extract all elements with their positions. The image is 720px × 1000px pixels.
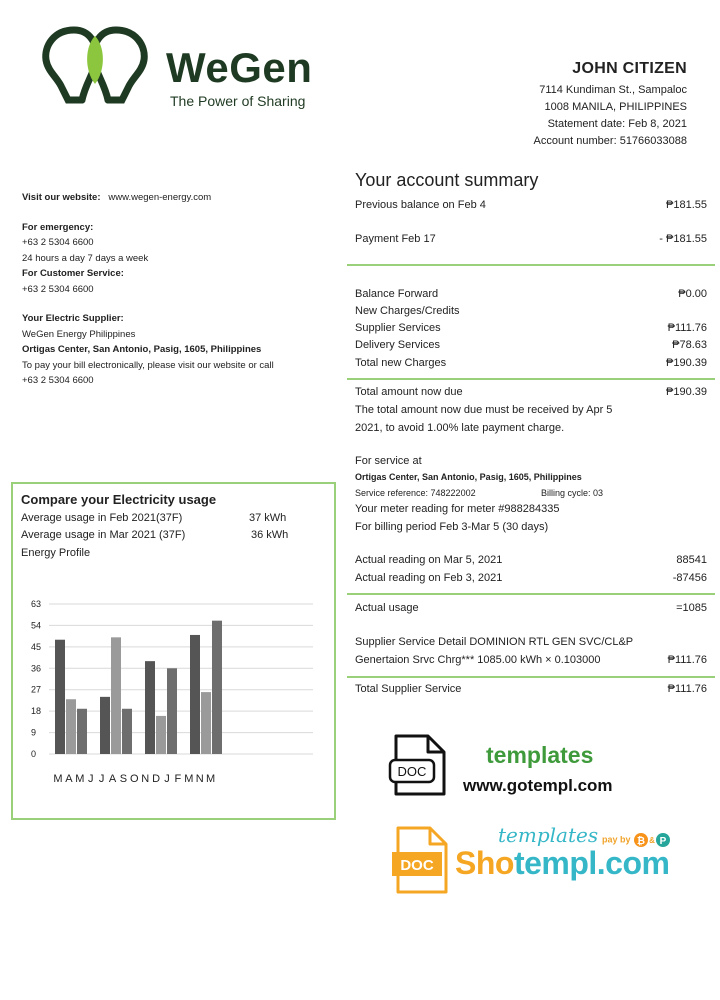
usage-bar [190,635,200,754]
supplier-services-row [355,322,707,334]
usage-bar [111,637,121,754]
previous-balance-label: Previous balance on Feb 4 [355,199,486,211]
supplier-detail: Supplier Service Detail DOMINION RTL GEN SVC/CL&P [355,636,634,648]
summary-divider [347,264,715,266]
svg-text:&: & [649,836,655,845]
actual-reading-mar-value: 88541 [676,554,707,566]
promo-title: templates [486,742,594,768]
usage-title: Compare your Electricity usage [21,492,217,507]
doc-file-icon [388,734,450,798]
previous-balance-amount: ₱181.55 [666,199,707,211]
website-label: Visit our website: [22,192,101,203]
x-tick-label: M [206,773,216,785]
total-new-charges-row [355,357,707,369]
usage-bar [167,668,177,754]
total-due-row [355,386,707,398]
payment-row [355,233,707,245]
due-note-line1: The total amount now due must be received by Apr 5 [355,404,613,416]
doc-orange-label: DOC [400,857,434,874]
actual-reading-feb-value: -87456 [672,572,707,584]
brand-tagline: The Power of Sharing [170,93,306,109]
usage-bar [145,661,155,754]
usage-row2-value: 36 kWh [251,529,289,541]
x-tick-label: M [53,773,63,785]
x-tick-label: D [152,773,161,785]
actual-reading-mar-label: Actual reading on Mar 5, 2021 [355,554,503,566]
x-tick-label: S [119,773,128,785]
supplier-address: Ortigas Center, San Antonio, Pasig, 1605, Philippines [22,344,262,355]
doc-orange-file-icon [392,826,450,896]
energy-profile-label: Energy Profile [21,547,91,559]
y-tick-label: 9 [31,727,37,738]
usage-bar-chart [13,584,333,799]
usage-bar [77,709,87,754]
actual-reading-feb-label: Actual reading on Feb 3, 2021 [355,572,503,584]
usage-row1-label: Average usage in Feb 2021(37F) [21,512,183,524]
actual-reading-mar-row [355,554,707,566]
brand-name: WeGen [166,44,313,91]
x-tick-label: N [141,773,150,785]
actual-usage-label: Actual usage [355,602,419,614]
doc-label: DOC [397,764,427,779]
x-tick-label: O [130,773,139,785]
delivery-services-label: Delivery Services [355,339,440,351]
billing-cycle: Billing cycle: 03 [541,488,604,498]
promo-url[interactable]: www.gotempl.com [463,776,613,795]
total-due-amount: ₱190.39 [666,386,707,398]
statement-date: Statement date: Feb 8, 2021 [547,118,687,130]
payment-label: Payment Feb 17 [355,233,436,245]
total-supplier-row [355,683,707,695]
account-number: Account number: 51766033088 [533,135,687,147]
usage-comparison-box [11,482,336,820]
x-tick-label: J [98,773,105,785]
meter-reading: Your meter reading for meter #988284335 [355,503,560,515]
wegen-logo-icon [40,22,150,108]
pay-note: To pay your bill electronically, please visit our website or call [22,359,274,371]
payment-amount: - ₱181.55 [659,233,707,245]
generation-amount: ₱111.76 [667,654,707,666]
x-tick-label: F [174,773,182,785]
promo-brand[interactable] [455,845,669,882]
emergency-phone: +63 2 5304 6600 [22,237,94,248]
x-tick-label: A [65,773,73,785]
customer-service-phone: +63 2 5304 6600 [22,283,94,295]
actual-usage-row [355,602,707,614]
total-new-charges-amount: ₱190.39 [666,357,707,369]
y-tick-label: 27 [31,684,42,695]
summary-title: Your account summary [355,170,539,190]
promo-brand-part2: templ.com [513,845,670,881]
promo-brand-part1: Sho [455,845,514,881]
usage-row2-label: Average usage in Mar 2021 (37F) [21,529,186,541]
pay-phone: +63 2 5304 6600 [22,375,94,386]
new-charges-label: New Charges/Credits [355,305,460,317]
actual-reading-feb-row [355,572,707,584]
total-new-charges-label: Total new Charges [355,357,447,369]
generation-row [355,654,707,666]
service-address: Ortigas Center, San Antonio, Pasig, 1605, Philippines [355,472,582,482]
service-reference-row [355,488,707,498]
due-note-line2: 2021, to avoid 1.00% late payment charge. [355,422,565,434]
delivery-services-amount: ₱78.63 [672,339,707,351]
generation-label: Genertaion Srvc Chrg*** 1085.00 kWh × 0.103000 [355,654,601,666]
x-tick-label: J [87,773,94,785]
customer-address-line1: 7114 Kundiman St., Sampaloc [539,84,687,96]
total-due-label: Total amount now due [355,386,463,398]
y-tick-label: 18 [31,706,42,717]
usage-row1-value: 37 kWh [249,512,287,524]
supplier-services-amount: ₱111.76 [667,322,707,334]
y-tick-label: 63 [31,599,42,609]
total-supplier-amount: ₱111.76 [667,683,707,695]
usage-bar [55,640,65,754]
website-link[interactable]: www.wegen-energy.com [108,192,212,203]
promo-script-text: templates [498,823,599,847]
billing-period: For billing period Feb 3-Mar 5 (30 days) [355,521,549,533]
usage-bar [122,709,132,754]
service-reference: Service reference: 748222002 [355,488,476,498]
usage-bar [156,716,166,754]
supplier-name: WeGen Energy Philippines [22,328,136,340]
customer-address-line2: 1008 MANILA, PHILIPPINES [544,101,687,113]
usage-bar [66,699,76,754]
y-tick-label: 36 [31,663,42,674]
summary-divider [347,593,715,595]
total-supplier-label: Total Supplier Service [355,683,462,695]
supplier-services-label: Supplier Services [355,322,441,334]
delivery-services-row [355,339,707,351]
usage-bar [100,697,110,754]
x-tick-label: M [184,773,194,785]
supplier-label: Your Electric Supplier: [22,313,124,324]
service-at-label: For service at [355,455,422,467]
x-tick-label: N [195,773,204,785]
usage-bar [212,621,222,754]
previous-balance-row [355,199,707,211]
emergency-label: For emergency: [22,221,94,233]
summary-divider [347,378,715,380]
balance-forward-label: Balance Forward [355,288,439,300]
x-tick-label: J [164,773,170,785]
x-tick-label: M [75,773,85,785]
usage-bar [201,692,211,754]
y-tick-label: 0 [31,749,37,759]
customer-name: JOHN CITIZEN [572,60,687,77]
emergency-hours: 24 hours a day 7 days a week [22,252,149,264]
y-tick-label: 45 [31,641,42,652]
balance-forward-row [355,288,707,300]
contact-info [22,190,342,389]
pay-by-label: pay by [602,834,631,845]
summary-divider [347,676,715,678]
svg-text:₿: ₿ [636,836,646,847]
x-tick-label: A [108,773,117,785]
balance-forward-amount: ₱0.00 [678,288,707,300]
svg-text:P: P [659,836,667,847]
y-tick-label: 54 [31,620,42,631]
customer-block [533,60,687,150]
actual-usage-value: =1085 [676,602,707,614]
customer-service-label: For Customer Service: [22,268,124,279]
